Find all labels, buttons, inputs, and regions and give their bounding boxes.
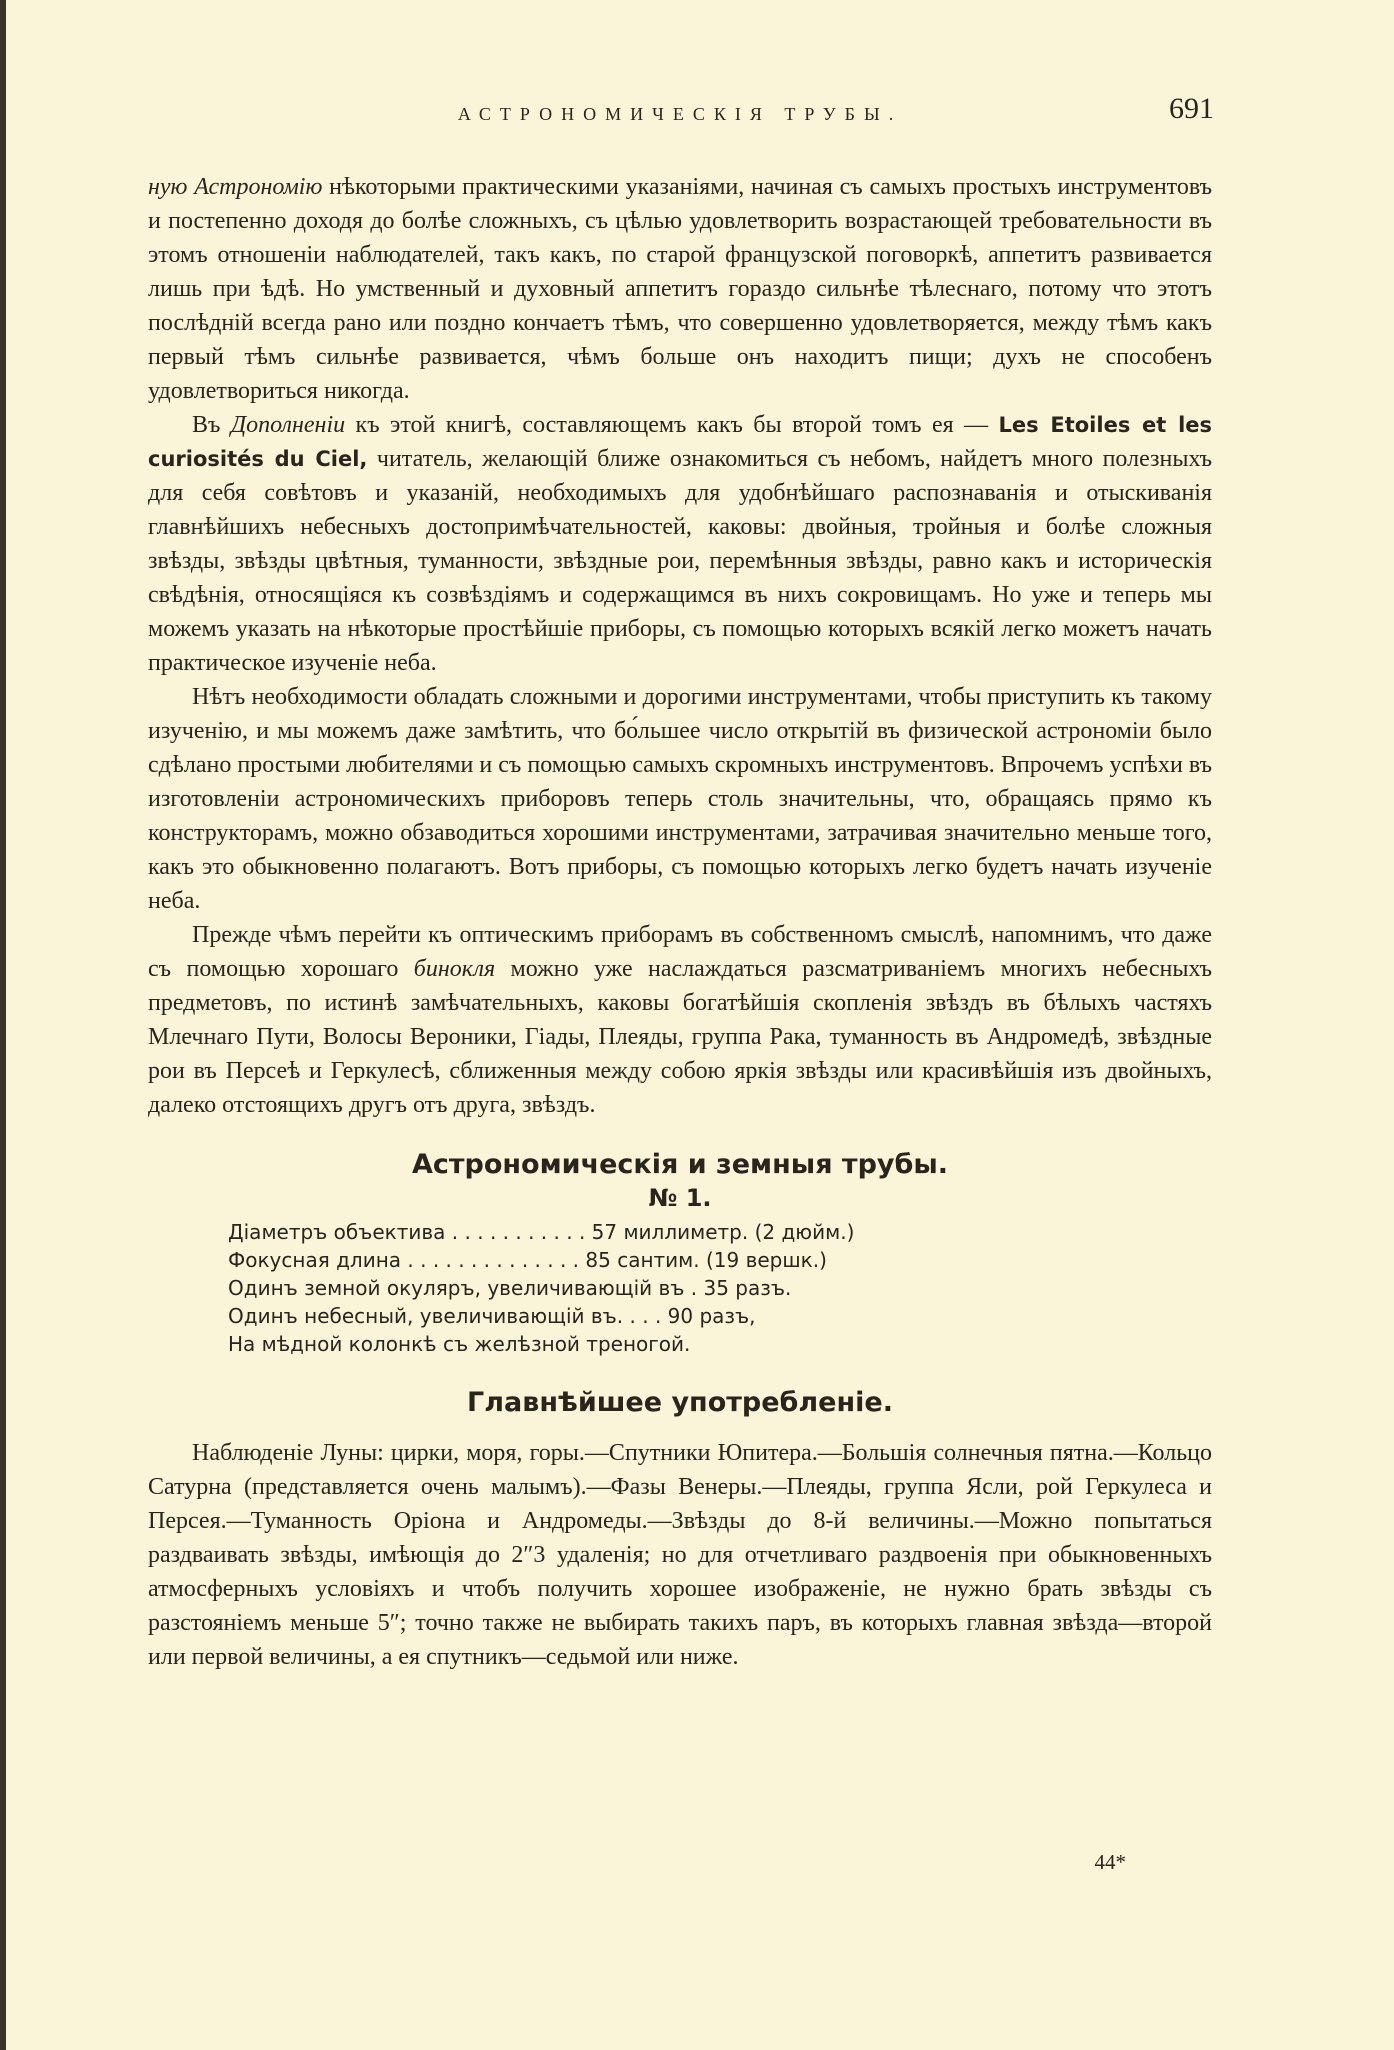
paragraph-2-lead: Въ — [192, 412, 231, 438]
signature-mark: 44* — [1094, 1850, 1126, 1874]
spec-row-objective-diameter: Діаметръ объектива . . . . . . . . . . . 57 миллиметр. (2 дюйм.) — [228, 1220, 855, 1244]
paragraph-1-text: нѣкоторыми практическими указаніями, начиная съ самыхъ простыхъ инструментовъ и постепенно доходя до болѣе сложныхъ, съ цѣлью удовлетворить возрастающей требовательности въ этомъ отношеніи наблюдателей, такъ какъ, по старой французской поговоркѣ, аппетитъ развивается лишь при ѣдѣ. Но умственный и духовный аппетитъ гораздо сильнѣе тѣлеснаго, потому что этотъ послѣдній всегда рано или поздно кончаетъ тѣмъ, что совершенно удовлетворяется, между тѣмъ какъ первый тѣмъ сильнѣе развивается, чѣмъ больше онъ находитъ пищи; духъ не способенъ удовлетвориться никогда. — [148, 174, 1212, 404]
page-number: 691 — [1169, 92, 1214, 125]
book-title: Les Etoiles et les curiosités du Ciel, — [148, 413, 1213, 471]
telescopes-section-title: Астрономическія и земныя трубы. — [411, 1149, 949, 1180]
italic-term-supplement: Дополненіи — [230, 412, 346, 438]
spec-row-mount: На мѣдной колонкѣ съ желѣзной треногой. — [228, 1332, 691, 1356]
telescope-specs — [228, 1218, 1212, 1358]
paragraph-2 — [148, 408, 1212, 680]
paragraph-2-rest: читатель, желающій ближе ознакомиться съ небомъ, найдетъ много полезныхъ для себя совѣтовъ и указаній, необходимыхъ для удобнѣйшаго распознаванія и отыскиванія главнѣйшихъ небесныхъ достопримѣчательностей, каковы: двойныя, тройныя и болѣе сложныя звѣзды, звѣзды цвѣтныя, туманности, звѣздные рои, перемѣнныя звѣзды, равно какъ и историческія свѣдѣнія, относящіяся къ созвѣздіямъ и содержащимся въ нихъ сокровищамъ. Но уже и теперь мы можемъ указать на нѣкоторые простѣйшіе приборы, съ помощью которыхъ всякій легко можетъ начать практическое изученіе неба. — [148, 446, 1212, 676]
spec-row-terrestrial-eyepiece: Одинъ земной окуляръ, увеличивающій въ . 35 разъ. — [228, 1276, 792, 1300]
paragraph-4-rest: можно уже наслаждаться разсматриваніемъ многихъ небесныхъ предметовъ, по истинѣ замѣчательныхъ, каковы богатѣйшія скопленія звѣздъ въ бѣлыхъ частяхъ Млечнаго Пути, Волосы Вероники, Гіады, Плеяды, группа Рака, туманность въ Андромедѣ, звѣздные рои въ Персеѣ и Геркулесѣ, сближенныя между собою яркія звѣзды или красивѣйшія изъ двойныхъ, далеко отстоящихъ другъ отъ друга, звѣздъ. — [148, 956, 1212, 1118]
spec-row-focal-length: Фокусная длина . . . . . . . . . . . . . . 85 сантим. (19 вершк.) — [228, 1248, 827, 1272]
page-header — [146, 92, 1214, 132]
usage-paragraph: Наблюденіе Луны: цирки, моря, горы.—Спутники Юпитера.—Большія солнечныя пятна.—Кольцо Сатурна (представляется очень малымъ).—Фазы Венеры.—Плеяды, группа Ясли, рой Геркулеса и Персея.—Туманность Оріона и Андромеды.—Звѣзды до 8-й величины.—Можно попытаться раздваивать звѣзды, имѣющія до 2″3 удаленія; но для отчетливаго раздвоенія при обыкновенныхъ атмосферныхъ условіяхъ и чтобъ получить хорошее изображеніе, не нужно брать звѣзды съ разстояніемъ меньше 5″; точно также не выбирать такихъ паръ, въ которыхъ главная звѣзда—второй или первой величины, а ея спутникъ—седьмой или ниже. — [148, 1440, 1212, 1670]
page-body — [148, 170, 1212, 1674]
usage-section-title: Главнѣйшее употребленіе. — [467, 1387, 893, 1418]
paragraph-4 — [148, 918, 1212, 1122]
paragraph-4-lead: Прежде чѣмъ перейти къ оптическимъ приборамъ въ собственномъ смыслѣ, напомнимъ, что даже съ помощью хорошаго — [148, 922, 1212, 982]
spec-row-celestial-eyepiece: Одинъ небесный, увеличивающій въ. . . . 90 разъ, — [228, 1304, 756, 1328]
paragraph-2-mid: къ этой книгѣ, составляющемъ какъ бы второй томъ ея — — [345, 412, 999, 438]
telescope-number: № 1. — [648, 1184, 712, 1212]
running-title: АСТРОНОМИЧЕСКІЯ ТРУБЫ. — [457, 104, 903, 124]
italic-term-binoculars: бинокля — [413, 956, 496, 982]
paragraph-1 — [148, 170, 1212, 408]
paragraph-3: Нѣтъ необходимости обладать сложными и дорогими инструментами, чтобы приступить къ такому изученію, и мы можемъ даже замѣтить, что бо́льшее число открытій въ физической астрономіи было сдѣлано простыми любителями и съ помощью самыхъ скромныхъ инструментовъ. Впрочемъ успѣхи въ изготовленіи астрономическихъ приборовъ теперь столь значительны, что, обращаясь прямо къ конструкторамъ, можно обзаводиться хорошими инструментами, затрачивая значительно меньше того, какъ это обыкновенно полагаютъ. Вотъ приборы, съ помощью которыхъ легко будетъ начать изученіе неба. — [148, 684, 1212, 914]
italic-term-astronomy: ную Астрономію — [148, 174, 323, 200]
